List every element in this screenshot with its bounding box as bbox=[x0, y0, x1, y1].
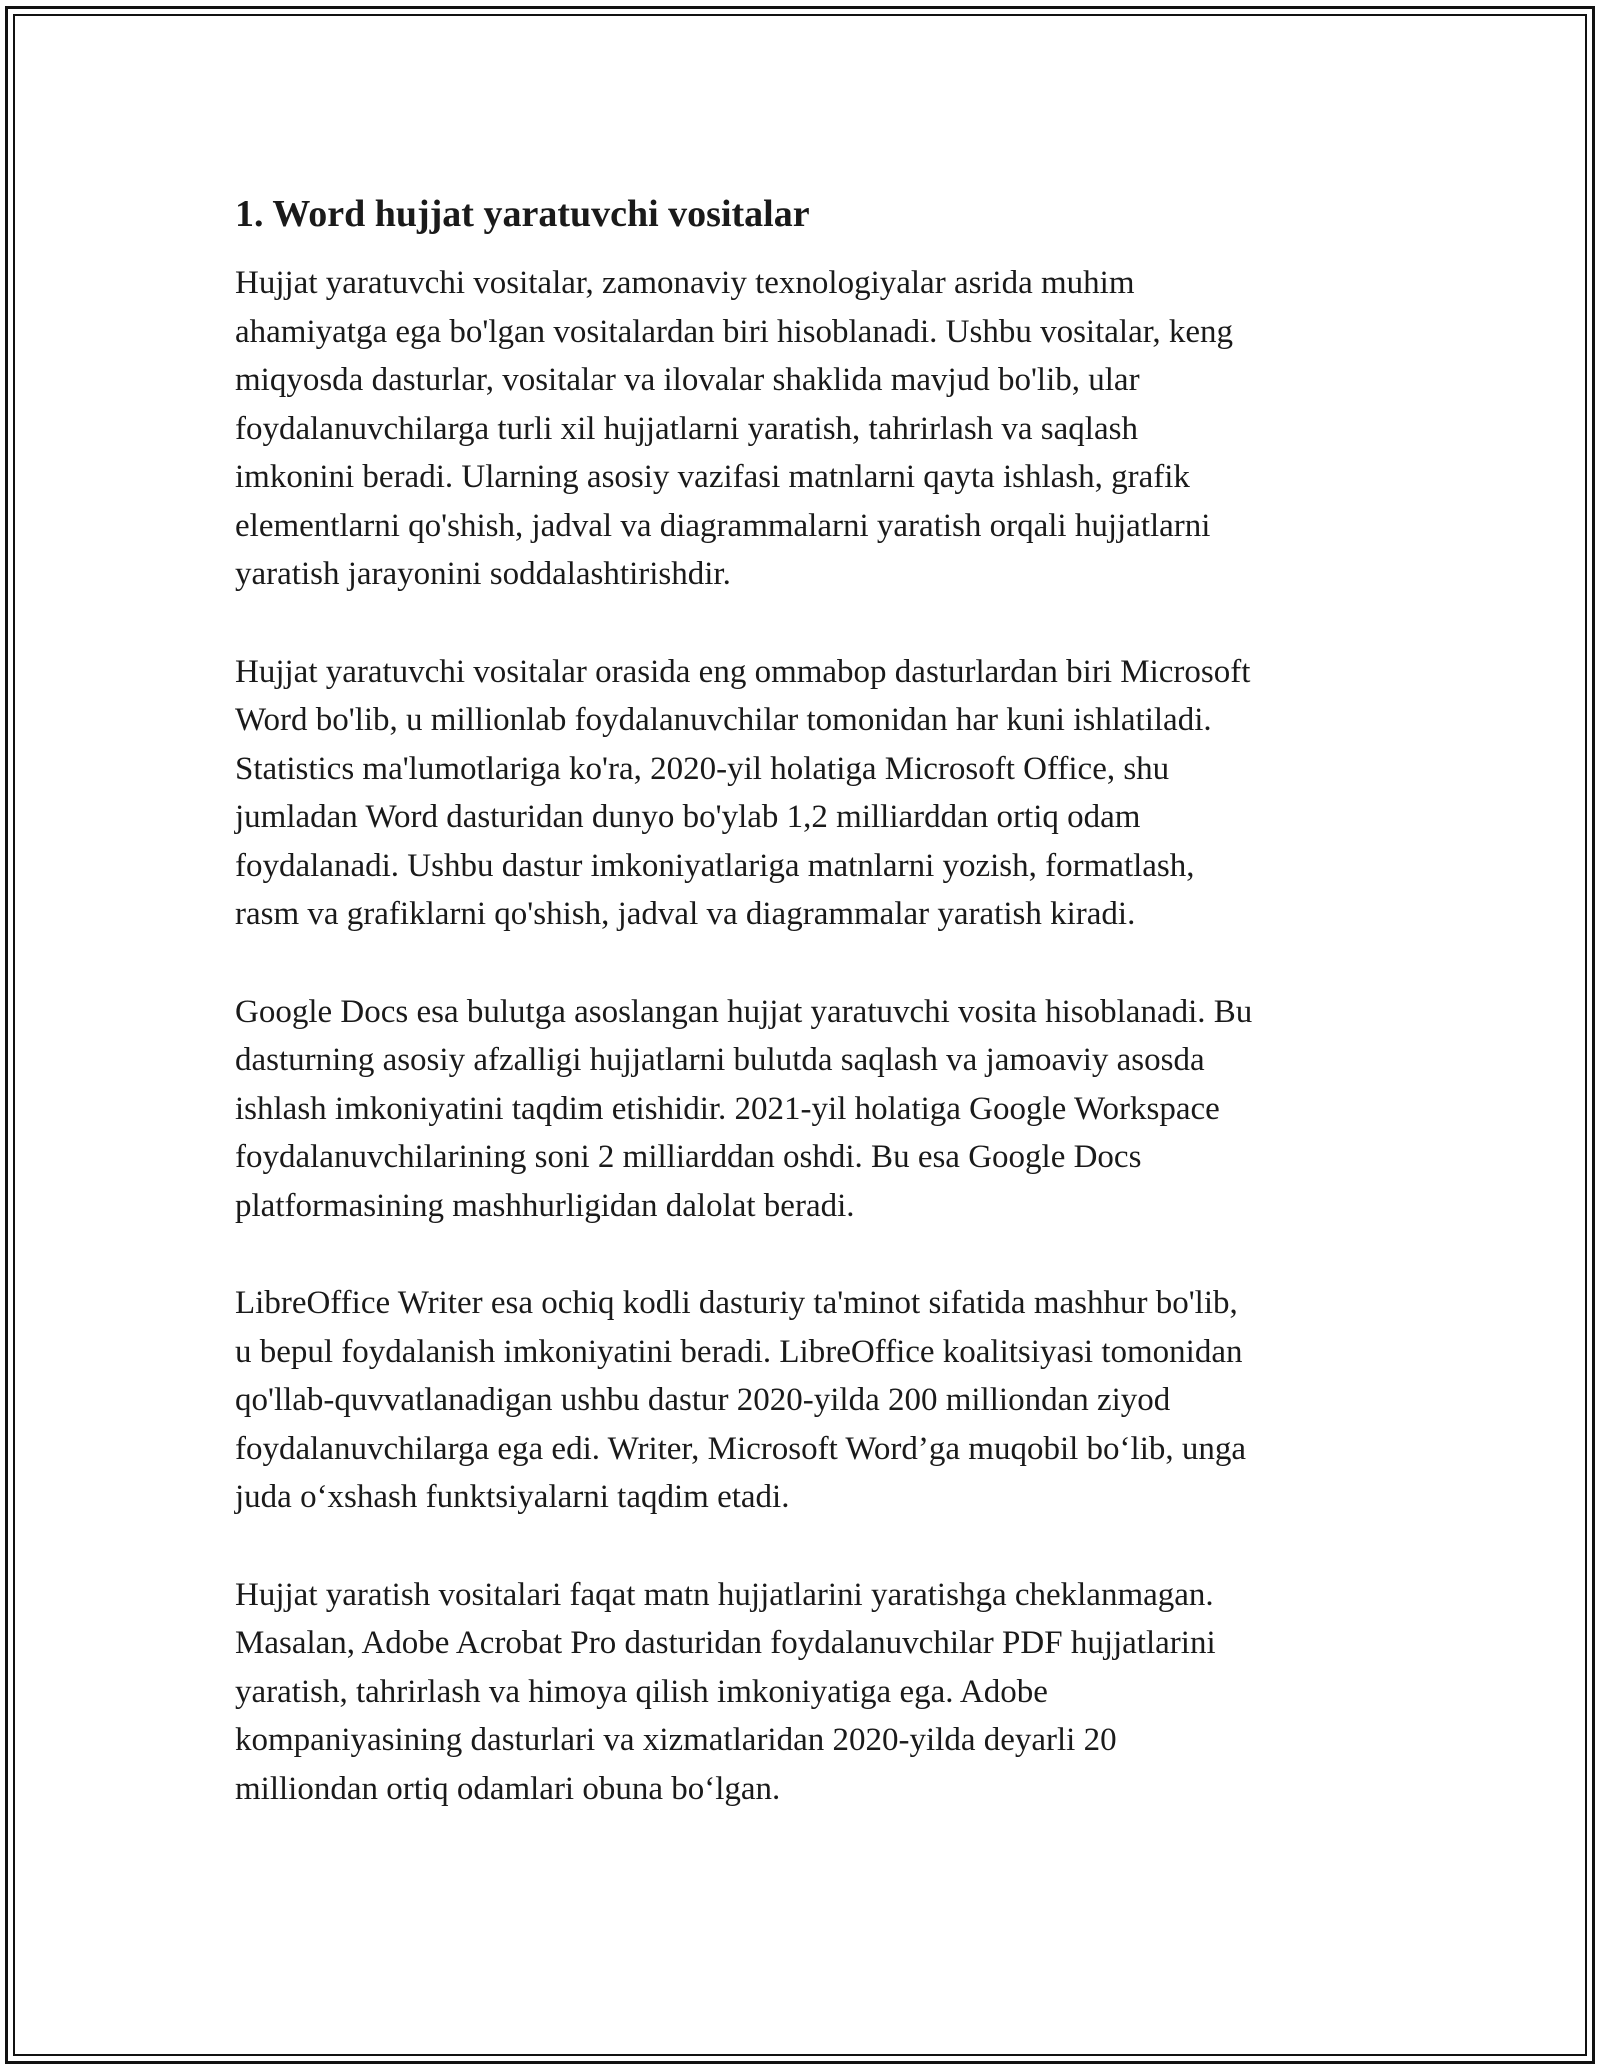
text-line: yaratish, tahrirlash va himoya qilish imkoniyatiga ega. Adobe bbox=[235, 1673, 1048, 1710]
text-line: jumladan Word dasturidan dunyo bo'ylab 1,2 milliarddan ortiq odam bbox=[235, 799, 1141, 835]
text-line: Hujjat yaratuvchi vositalar, zamonaviy texnologiyalar asrida muhim bbox=[235, 265, 1135, 301]
paragraph-microsoft-word bbox=[235, 648, 1375, 939]
text-line: miqyosda dasturlar, vositalar va ilovalar shaklida mavjud bo'lib, ular bbox=[235, 362, 1140, 398]
text-line: milliondan ortiq odamlari obuna bo‘lgan. bbox=[235, 1770, 781, 1807]
text-line: u bepul foydalanish imkoniyatini beradi. LibreOffice koalitsiyasi tomonidan bbox=[235, 1333, 1243, 1370]
text-line: Statistics ma'lumotlariga ko'ra, 2020-yil holatiga Microsoft Office, shu bbox=[235, 750, 1170, 787]
paragraph-intro bbox=[235, 259, 1375, 599]
paragraph-google-docs bbox=[235, 988, 1375, 1231]
text-line: dasturning asosiy afzalligi hujjatlarni bulutda saqlash va jamoaviy asosda bbox=[235, 1042, 1205, 1078]
paragraph-adobe-acrobat bbox=[235, 1571, 1375, 1814]
text-line: Google Docs esa bulutga asoslangan hujjat yaratuvchi vosita hisoblanadi. Bu bbox=[235, 993, 1253, 1030]
text-line: kompaniyasining dasturlari va xizmatlaridan 2020-yilda deyarli 20 bbox=[235, 1722, 1117, 1758]
section-heading: 1. Word hujjat yaratuvchi vositalar bbox=[235, 193, 810, 235]
document-body bbox=[235, 187, 1375, 1862]
text-line: ahamiyatga ega bo'lgan vositalardan biri hisoblanadi. Ushbu vositalar, keng bbox=[235, 313, 1234, 350]
paragraph-libreoffice-writer bbox=[235, 1279, 1375, 1522]
text-line: qo'llab-quvvatlanadigan ushbu dastur 2020-yilda 200 milliondan ziyod bbox=[235, 1382, 1171, 1418]
text-line: imkonini beradi. Ularning asosiy vazifasi matnlarni qayta ishlash, grafik bbox=[235, 459, 1190, 495]
text-line: rasm va grafiklarni qo'shish, jadval va diagrammalar yaratish kiradi. bbox=[235, 896, 1136, 932]
text-line: ishlash imkoniyatini taqdim etishidir. 2021-yil holatiga Google Workspace bbox=[235, 1090, 1220, 1127]
text-line: foydalanuvchilarining soni 2 milliarddan oshdi. Bu esa Google Docs bbox=[235, 1139, 1142, 1175]
text-line: Masalan, Adobe Acrobat Pro dasturidan foydalanuvchilar PDF hujjatlarini bbox=[235, 1625, 1216, 1661]
text-line: foydalanadi. Ushbu dastur imkoniyatlariga matnlarni yozish, formatlash, bbox=[235, 847, 1195, 884]
text-line: yaratish jarayonini soddalashtirishdir. bbox=[235, 556, 731, 592]
text-line: LibreOffice Writer esa ochiq kodli dasturiy ta'minot sifatida mashhur bo'lib, bbox=[235, 1285, 1238, 1321]
text-line: foydalanuvchilarga ega edi. Writer, Microsoft Word’ga muqobil bo‘lib, unga bbox=[235, 1430, 1247, 1467]
text-line: elementlarni qo'shish, jadval va diagrammalarni yaratish orqali hujjatlarni bbox=[235, 507, 1211, 544]
text-line: Word bo'lib, u millionlab foydalanuvchilar tomonidan har kuni ishlatiladi. bbox=[235, 702, 1212, 738]
text-line: Hujjat yaratuvchi vositalar orasida eng ommabop dasturlardan biri Microsoft bbox=[235, 653, 1251, 690]
text-line: juda o‘xshash funktsiyalarni taqdim etadi. bbox=[235, 1479, 790, 1515]
text-line: foydalanuvchilarga turli xil hujjatlarni yaratish, tahrirlash va saqlash bbox=[235, 410, 1138, 447]
text-line: Hujjat yaratish vositalari faqat matn hujjatlarini yaratishga cheklanmagan. bbox=[235, 1576, 1214, 1613]
text-line: platformasining mashhurligidan dalolat beradi. bbox=[235, 1187, 855, 1224]
